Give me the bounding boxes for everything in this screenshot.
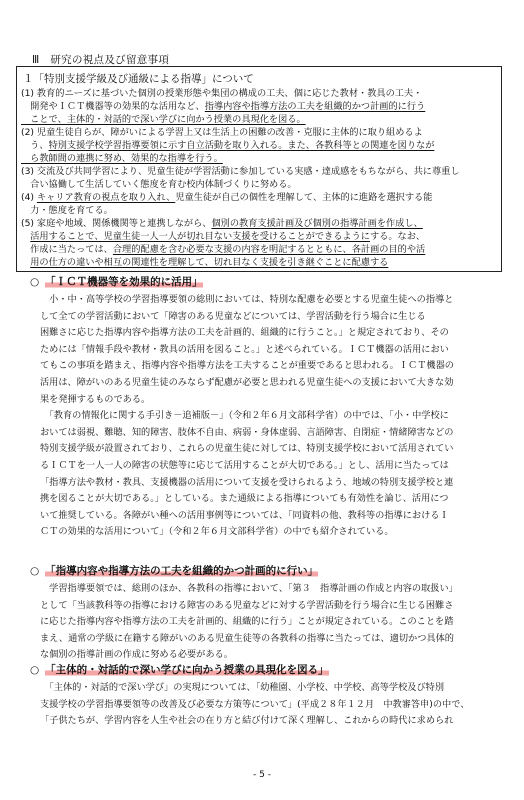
box-item-line	[21, 230, 499, 243]
underlined-text: ら教師間の連携に努め、効果的な指導を行う。	[21, 153, 223, 164]
paragraph-line: ＣＴの効果的な活用について」（令和２年６月文部科学省）の中でも紹介されている。	[40, 526, 394, 538]
item-text: う、	[21, 140, 49, 151]
page-number: - 5 -	[253, 770, 271, 780]
section-title: Ⅲ 研究の視点及び留意事項	[32, 54, 170, 66]
paragraph-line: 「教育の情報化に関する手引き－追補版－」（令和２年６月文部科学省）の中では、「小・中学校に	[40, 410, 449, 422]
box-item-line	[21, 191, 499, 204]
item-text: 力・態度を育てる。	[21, 205, 113, 216]
box-item-line	[21, 165, 499, 178]
underlined-text: キャリア教育の視点を取り入れ、	[36, 192, 176, 203]
section-paragraph	[40, 680, 490, 730]
box-item-line	[21, 178, 499, 191]
section-heading-text: 「主体的・対話的で深い学びに向かう授業の具現化を図る」	[45, 664, 329, 676]
item-text: (1) 教育的ニーズに基づいた個別の授業形態や集団の構成の工夫、個に応じた教材・教具の工夫・	[21, 88, 423, 99]
paragraph-line: 学習指導要領では、総則のほか、各教科の指導において、「第３ 指導計画の作成と内容の取扱い」	[40, 583, 458, 594]
item-text: 児童生徒が自己の個性を理解して、主体的に進路を選択する能	[175, 192, 433, 203]
box-item-line	[21, 204, 499, 217]
paragraph-line: まえ、通常の学級に在籍する障がいのある児童生徒等の各教科の指導に当たっては、適切かつ具体的	[40, 632, 454, 644]
item-text: 合い協働して生活していく態度を育む校内体制づくりに努める。	[21, 179, 297, 190]
underlined-text: 指導内容や指導方法の工夫を組織的かつ計画的に行う	[204, 101, 426, 112]
item-text: 開発やＩＣＴ機器等の効果的な活用など、	[21, 101, 205, 112]
paragraph-line: な個別の指導計画の作成に努める必要がある。	[40, 649, 233, 661]
item-text	[21, 257, 30, 268]
paragraph-line: 「主体的・対話的で深い学び」の実現については、「幼稚園、小学校、中学校、高等学校及び特別	[40, 682, 445, 693]
paragraph-line: るＩＣＴを一人一人の障害の状態等に応じて活用することが大切である。」とし、活用に当たっては	[40, 459, 449, 471]
paragraph-line: 特別支援学級が設置されており、これらの児童生徒に対しては、特別支援学校において活用されてい	[40, 443, 454, 455]
box-heading: １「特別支援学級及び通級による指導」について	[23, 73, 254, 85]
item-text	[21, 231, 30, 242]
section-heading	[30, 274, 203, 289]
item-text: (4)	[21, 192, 37, 203]
item-text: 作成に当たっては、	[21, 244, 113, 255]
box-item-line	[21, 126, 499, 139]
box-item-line	[21, 87, 499, 100]
paragraph-line: 支援学校の学習指導要領等の改善及び必要な方策等について」(平成２８年１２月 中教審答申)の中で、	[40, 698, 470, 710]
item-text: する。なお、	[369, 231, 426, 242]
circle-bullet-icon: ○	[30, 276, 40, 288]
box-item-line	[21, 152, 499, 165]
paragraph-line: 活用は、障がいのある児童生徒のみならず配慮が必要と思われる児童生徒への支援において大きな効	[40, 376, 454, 388]
box-item-line	[21, 100, 499, 113]
paragraph-line: に応じた指導内容や指導方法の工夫を計画的、組織的に行う」ことが規定されている。このことを踏	[40, 616, 454, 628]
paragraph-line: ためには「情報手段や教材・教具の活用を図ること。」と述べられている。ＩＣＴ機器の活用におい	[40, 343, 449, 355]
item-text: (3) 交流及び共同学習により、児童生徒が学習活動に参加している実感・達成感をもちながら、共に尊重し	[21, 166, 460, 177]
box-item-line	[21, 256, 499, 269]
paragraph-line: として「当該教科等の指導における障害のある児童などに対する学習活動を行う場合に生じる困難さ	[40, 599, 454, 611]
paragraph-line: 果を発揮するものである。	[40, 393, 151, 405]
paragraph-line: して全ての学習活動において「障害のある児童などについては、学習活動を行う場合に生じる	[40, 310, 426, 322]
paragraph-line: おいては弱視、難聴、知的障害、肢体不自由、病弱・身体虚弱、言語障害、自閉症・情緒障害などの	[40, 426, 454, 438]
paragraph-line: 携を図ることが大切である。」としている。また通級による指導についても有効性を論じ、活用につ	[40, 493, 449, 505]
box-item-line	[21, 217, 499, 230]
section-paragraph	[40, 292, 490, 541]
paragraph-line: 「子供たちが、学習内容を人生や社会の在り方と結び付けて深く理解し、これからの時代に求められ	[40, 715, 454, 727]
paragraph-line: いて推奨している。各障がい種への活用事例等については、「同資料の他、教科等の指導におけるＩ	[40, 509, 449, 521]
circle-bullet-icon: ○	[30, 565, 40, 577]
underlined-text: 特別支援学校学習指導要領に示す自立活動を取り入れる。また、各教科等との関連を図りなが	[48, 140, 435, 151]
section-heading-text: 「指導内容や指導方法の工夫を組織的かつ計画的に行い」	[45, 565, 319, 577]
section-heading-text: 「ＩＣＴ機器等を効果的に活用」	[45, 276, 203, 288]
paragraph-line: てもこの事項を踏まえ、指導内容や指導方法を工夫することが重要であると思われる。ＩＣＴ機器の	[40, 360, 454, 372]
underlined-text: 用の仕方の違いや相互の関連性を理解して、切れ目なく支援を引き継ぐことに配慮する	[30, 257, 389, 268]
paragraph-line: 困難さに応じた指導内容や指導方法の工夫を計画的、組織的に行うこと。」と規定されており、その	[40, 327, 449, 339]
underlined-text: 個別の教育支援計画及び個別の指導計画を作成し、	[211, 218, 423, 229]
box-item-line	[21, 243, 499, 256]
underlined-text: ことで、主体的・対話的で深い学びに向かう授業の具現化を図る。	[21, 114, 306, 125]
focus-box	[16, 66, 502, 272]
underlined-text: 合理的配慮を含む必要な支援の内容を明記するとともに、各計画の目的や活	[112, 244, 426, 255]
paragraph-line: 小・中・高等学校の学習指導要領の総則においては、特別な配慮を必要とする児童生徒への指導と	[40, 294, 454, 305]
paragraph-line: 「指導方法や教材・教具、支援機器の活用について支援を受けられるよう、地域の特別支援学校と連	[40, 476, 454, 488]
item-text: (5) 家庭や地域、関係機関等と連携しながら、	[21, 218, 212, 229]
underlined-text: 活用することで、児童生徒一人一人が切れ目ない支援を受けることができるように	[30, 231, 370, 242]
circle-bullet-icon: ○	[30, 664, 40, 676]
item-text: (2) 児童生徒自らが、障がいによる学習上又は生活上の困難の改善・克服に主体的に取り組めるよ	[21, 127, 423, 138]
box-item-line	[21, 113, 499, 126]
section-heading	[30, 662, 329, 677]
section-paragraph	[40, 581, 490, 664]
box-item-line	[21, 139, 499, 152]
section-heading	[30, 563, 318, 578]
